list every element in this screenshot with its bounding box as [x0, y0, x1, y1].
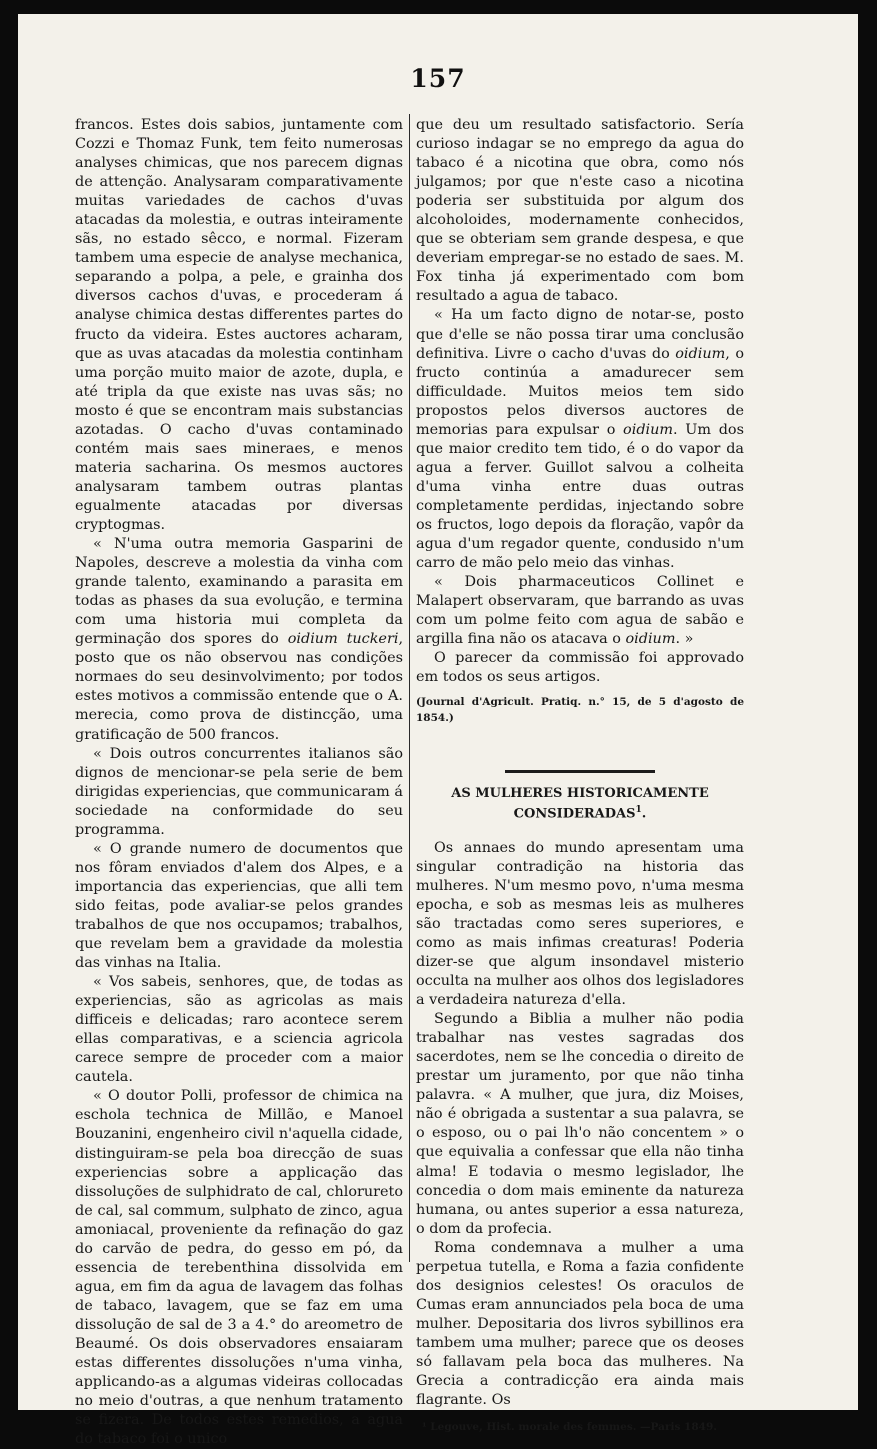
left-column: [75, 116, 403, 1449]
newspaper-page: [18, 14, 858, 1448]
column-divider: [409, 114, 410, 1262]
paragraph: « Ha um facto digno de notar-se, posto que d'elle se não possa tirar uma conclusão definitiva. Livre o cacho d'uvas do oidium, o fructo continúa a amadurecer sem difficuldade. Muitos meios tem sido propostos pelos diversos auctores de memorias para expulsar o oidium. Um dos que maior credito tem tido, é o do vapor da agua a ferver. Guillot salvou a colheita d'uma vinha entre duas outras completamente perdidas, injectando sobre os fructos, logo depois da floração, vapôr da agua d'um regador quente, condusido n'um carro de mão pelo meio das vinhas.: [416, 307, 744, 572]
paragraph: « Vos sabeis, senhores, que, de todas as experiencias, são as agricolas as mais difficeis e delicadas; raro acontece serem ellas comparativas, e a sciencia agricola carece sempre de proceder com a maior cautela.: [75, 974, 403, 1086]
paragraph: « O doutor Polli, professor de chimica na eschola technica de Millão, e Manoel Bouzanini, engenheiro civil n'aquella cidade, distinguiram-se pela boa direcção de suas experiencias sobre a applicação das dissoluções de sulphidrato de cal, chlorureto de cal, sal commum, sulphato de zinco, agua amoniacal, proveniente da refinação do gaz do carvão de pedra, do gesso em pó, da essencia de terebenthina dissolvida em agua, em fim da agua de lavagem das folhas de tabaco, lavagem, que se faz em uma dissolução de sal de 3 a 4.° do areometro de Beaumé. Os dois observadores ensaiaram estas differentes dissoluções n'uma vinha, applicando-as a algumas videiras collocadas no meio d'outras, a que nenhum tratamento se fizera. De todos estes remedios, a agua do tabaco foi o unico: [75, 1088, 403, 1448]
section-rule: [505, 770, 655, 773]
paragraph: francos. Estes dois sabios, juntamente com Cozzi e Thomaz Funk, tem feito numerosas analyses chimicas, que nos parecem dignas de attenção. Analysaram comparativamente muitas variedades de cachos d'uvas atacadas da molestia, e outras inteiramente sãs, no estado sêcco, e normal. Fizeram tambem uma especie de analyse mechanica, separando a polpa, a pele, e grainha dos diversos cachos d'uvas, e procederam á analyse chimica destas differentes partes do fructo da videira. Estes auctores acharam, que as uvas atacadas da molestia continham uma porção muito maior de azote, dupla, e até tripla da que existe nas uvas sãs; no mosto é que se encontram mais substancias azotadas. O cacho d'uvas contaminado contém mais saes mineraes, e menos materia sacharina. Os mesmos auctores analysaram tambem outras plantas egualmente atacadas por diversas cryptogmas.: [75, 117, 403, 533]
footnote: ¹ Legouve, Hist. morale des femmes. —Paris 1849.: [422, 1421, 717, 1434]
paragraph: « N'uma outra memoria Gasparini de Napoles, descreve a molestia da vinha com grande talento, examinando a parasita em todas as phases da sua evolução, e termina com uma historia mui completa da germinação dos spores do oidium tuckeri, posto que os não observou nas condições normaes do seu desinvolvimento; por todos estes motivos a commissão entende que o A. merecia, como prova de distincção, uma gratificação de 500 francos.: [75, 536, 404, 743]
article-title: AS MULHERES HISTORICAMENTE CONSIDERADAS$^1$.: [451, 786, 709, 822]
paragraph: Os annaes do mundo apresentam uma singular contradição na historia das mulheres. N'um mesmo povo, n'uma mesma epocha, e sob as mesmas leis as mulheres são tractadas como seres superiores, e como as mais infimas creaturas! Poderia dizer-se que algum insondavel misterio occulta na mulher aos olhos dos legisladores a verdadeira natureza d'ella.: [416, 839, 744, 1009]
paragraph: « Dois outros concurrentes italianos são dignos de mencionar-se pela serie de bem dirigidas experiencias, que communicaram á sociedade na conformidade do seu programma.: [75, 745, 403, 838]
paragraph: « Dois pharmaceuticos Collinet e Malapert observaram, que barrando as uvas com um polme feito com agua de sabão e argilla fina não os atacava o oidium. »: [416, 574, 744, 648]
footnote-marker: 1: [635, 805, 642, 816]
page-number: 157: [410, 64, 466, 93]
paragraph: « O grande numero de documentos que nos fôram enviados d'alem dos Alpes, e a importancia das experiencias, que alli tem sido feitas, pode avaliar-se pelos grandes trabalhos de que nos occupamos; trabalhos, que revelam bem a gravidade da molestia das vinhas na Italia.: [75, 840, 403, 972]
paragraph: que deu um resultado satisfactorio. Sería curioso indagar se no emprego da agua do tabaco é a nicotina que obra, como nós julgamos; por que n'este caso a nicotina poderia ser substituida por algum dos alcoholoides, modernamente conhecidos, que se obteriam sem grande despesa, e que deveriam empregar-se no estado de saes. M. Fox tinha já experimentado com bom resultado a agua de tabaco.: [416, 117, 744, 305]
journal-reference: (Journal d'Agricult. Pratiq. n.° 15, de 5 d'agosto de 1854.): [416, 696, 744, 725]
paragraph: Segundo a Biblia a mulher não podia trabalhar nas vestes sagradas dos sacerdotes, nem se lhe concedia o direito de prestar um juramento, por que não tinha palavra. « A mulher, que jura, diz Moises, não é obrigada a sustentar a sua palavra, se o esposo, ou o pai lh'o não concentem » o que equivalia a confessar que ella não tinha alma! E todavia o mesmo legislador, lhe concedia o dom mais eminente da natureza humana, ou antes superior a essa natureza, o dom da profecia.: [416, 1011, 744, 1237]
paragraph: O parecer da commissão foi approvado em todos os seus artigos.: [416, 650, 744, 686]
right-column: [416, 116, 744, 1434]
paragraph: Roma condemnava a mulher a uma perpetua tutella, e Roma a fazia confidente dos designios celestes! Os oraculos de Cumas eram annunciados pela boca de uma mulher. Depositaria dos livros sybillinos era tambem uma mulher; parece que os deoses só fallavam pela boca das mulheres. Na Grecia a contradicção era ainda mais flagrante. Os: [416, 1239, 744, 1409]
